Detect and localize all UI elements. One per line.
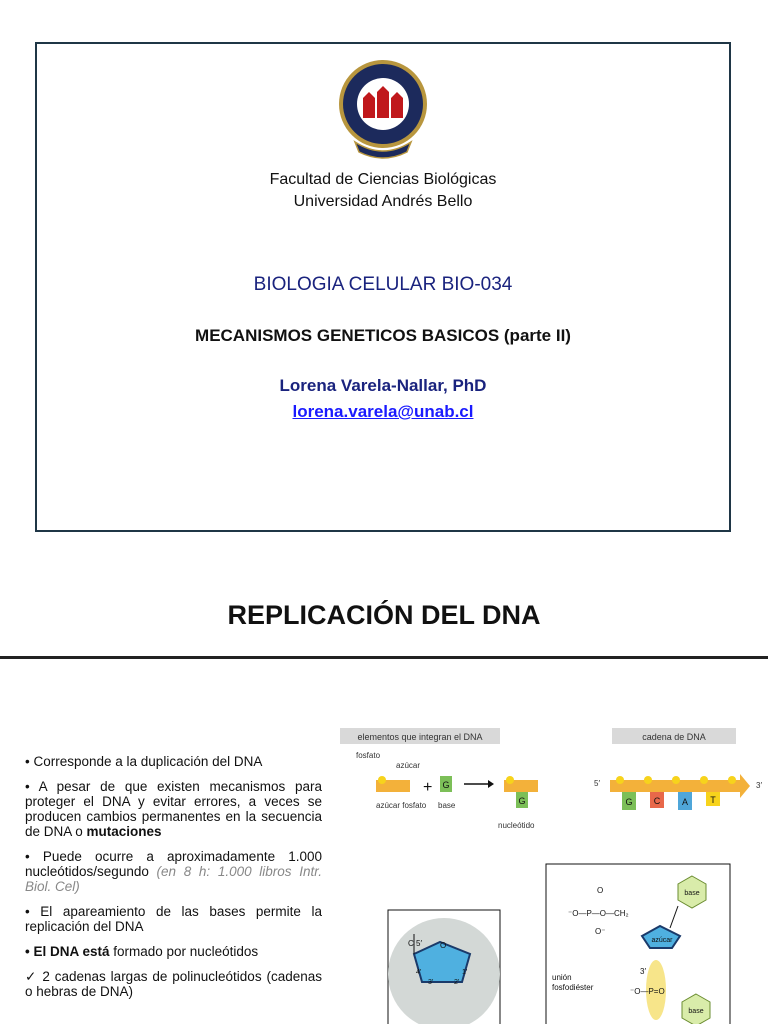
svg-text:O: O: [440, 941, 447, 950]
bullet-nucleotidos: • El DNA está formado por nucleótidos: [25, 944, 259, 959]
svg-text:azúcar: azúcar: [651, 937, 673, 944]
bullet-note: (en 8 h: 1.000 libros Intr. Biol. Cel): [25, 864, 322, 894]
course-title: BIOLOGIA CELULAR BIO-034: [253, 274, 513, 295]
title-divider: [0, 656, 768, 659]
label-base: base: [438, 801, 456, 810]
bullet-apareamiento: • El apareamiento de las bases permite la replicación del DNA: [25, 904, 322, 934]
svg-text:2′: 2′: [454, 979, 460, 986]
svg-text:O: O: [597, 886, 604, 895]
svg-text:3′: 3′: [428, 979, 434, 986]
label-fosfato: fosfato: [356, 751, 381, 760]
svg-text:A: A: [681, 797, 689, 807]
figure-box1-title: elementos que integran el DNA: [357, 732, 483, 742]
svg-text:C: C: [653, 796, 661, 806]
svg-text:G: G: [518, 796, 526, 806]
label-nucleotido: nucleótido: [498, 821, 535, 830]
university-name: Universidad Andrés Bello: [293, 193, 473, 210]
bullet-velocidad: • Puede ocurre a aproximadamente 1.000 nucleótidos/segundo (en 8 h: 1.000 libros Intr. Biol. Cel): [25, 849, 322, 894]
label-azucar-fosfato: azúcar fosfato: [376, 801, 427, 810]
phosphate-dot: [378, 776, 386, 784]
phosphodiester-label: unión fosfodiéster: [552, 973, 594, 992]
svg-text:base: base: [688, 1008, 704, 1015]
title-slide: [35, 42, 731, 532]
svg-text:T: T: [710, 795, 716, 805]
slide-title: REPLICACIÓN DEL DNA: [227, 600, 541, 630]
author-email-link[interactable]: lorena.varela@unab.cl: [292, 402, 474, 421]
svg-text:O⁻: O⁻: [595, 927, 606, 936]
dna-figure: [330, 722, 768, 1024]
svg-text:⁻O—P=O: ⁻O—P=O: [630, 987, 665, 996]
faculty-heading: [37, 169, 729, 213]
svg-text:4′: 4′: [416, 969, 422, 976]
figure-box2-title: cadena de DNA: [642, 732, 706, 742]
svg-text:1′: 1′: [462, 969, 468, 976]
plus-sign: +: [423, 779, 433, 796]
bullet-cadenas: ✓ 2 cadenas largas de polinucleótidos (cadenas o hebras de DNA): [25, 969, 322, 999]
strand-3-label: 3′: [756, 781, 762, 790]
svg-text:G: G: [625, 797, 633, 807]
university-seal-icon: [337, 56, 429, 162]
ring-c5-label: C 5′: [408, 939, 422, 948]
strand-5-label: 5′: [594, 779, 600, 788]
label-azucar: azúcar: [396, 761, 421, 770]
topic-title: MECANISMOS GENETICOS BASICOS (parte II): [195, 326, 571, 345]
svg-text:3′: 3′: [640, 967, 646, 976]
author-name: Lorena Varela-Nallar, PhD: [279, 376, 487, 395]
svg-text:base: base: [684, 890, 700, 897]
base-g-label: G: [442, 780, 450, 790]
bullet-mutaciones: • A pesar de que existen mecanismos para proteger el DNA y evitar errores, a veces se producen cambios permanentes en la secuencia de DNA o mutaciones: [25, 779, 322, 839]
bullet-duplicacion: • Corresponde a la duplicación del DNA: [25, 754, 263, 769]
faculty-name: Facultad de Ciencias Biológicas: [269, 171, 497, 188]
bullet-list: [25, 754, 322, 1009]
phosphate-group-label: ⁻O—P—O—CH₂: [568, 909, 629, 918]
